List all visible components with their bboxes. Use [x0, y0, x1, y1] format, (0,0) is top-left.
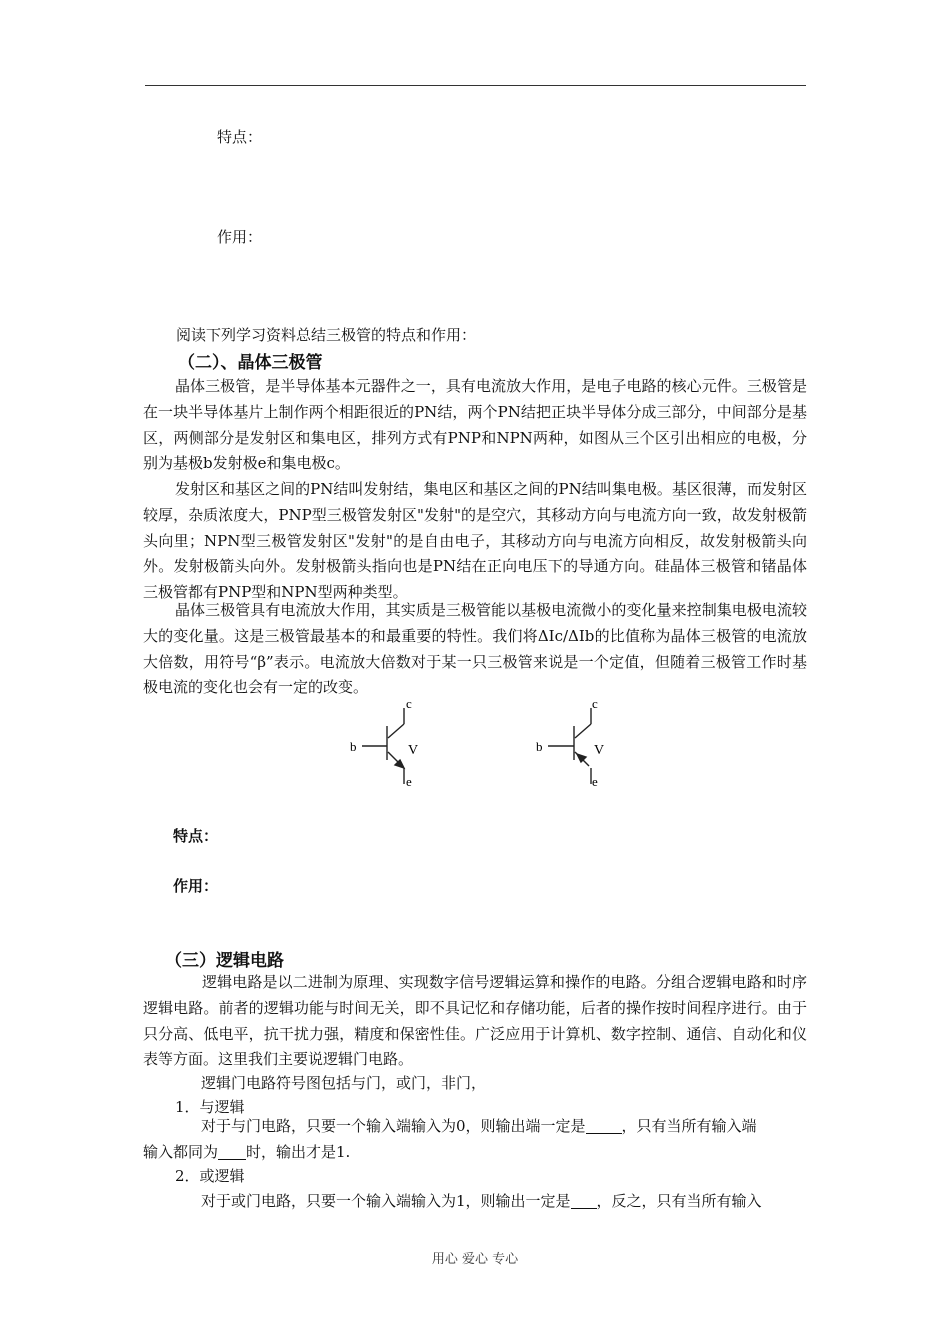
logic-heading: （三）逻辑电路 — [165, 951, 284, 971]
transistor-features-label: 特点： — [173, 827, 219, 845]
and-line1-end: ，只有当所有输入端 — [621, 1117, 757, 1135]
and-logic-line-2 — [143, 1140, 350, 1165]
logic-paragraph-1: 逻辑电路是以二进制为原理、实现数字信号逻辑运算和操作的电路。分组合逻辑电路和时序逻辑电路。前者的逻辑功能与时间无关，即不具记忆和存储功能，后者的操作按时间程序进行。由于只分高、低电平，抗干扰力强，精度和保密性佳。广泛应用于计算机、数字控制、通信、自动化和仪表等方面。这里我们主要说逻辑门电路。 — [143, 973, 807, 1069]
top-function-label: 作用： — [217, 228, 263, 246]
or-output-blank[interactable] — [571, 1192, 597, 1209]
npn-c-label: c — [406, 696, 412, 711]
npn-b-label: b — [350, 739, 357, 754]
or-line1-start: 对于或门电路，只要一个输入端输入为1，则输出一定是 — [201, 1192, 571, 1210]
pnp-e-label: e — [592, 774, 598, 789]
and-line1-start: 对于与门电路，只要一个输入端输入为0，则输出端一定是 — [201, 1117, 586, 1135]
or-logic-line-1 — [201, 1189, 762, 1214]
transistor-heading: （二）、晶体三极管 — [178, 353, 323, 373]
logic-gates-intro: 逻辑门电路符号图包括与门，或门，非门， — [201, 1074, 487, 1092]
and-line2-end: 时，输出才是1. — [246, 1143, 351, 1161]
and-line2-start: 输入都同为 — [143, 1143, 219, 1161]
pnp-b-label: b — [536, 739, 543, 754]
intro-text: 阅读下列学习资料总结三极管的特点和作用： — [176, 326, 477, 344]
pnp-v-label: V — [594, 743, 605, 758]
and-logic-title: 1．与逻辑 — [175, 1098, 245, 1116]
or-line1-end: ，反之，只有当所有输入 — [596, 1192, 762, 1210]
npn-v-label: V — [408, 743, 419, 758]
transistor-symbols-diagram — [340, 696, 660, 796]
npn-e-label: e — [406, 774, 412, 789]
pnp-c-label: c — [592, 696, 598, 711]
and-input-blank[interactable] — [218, 1143, 246, 1160]
page-footer: 用心 爱心 专心 — [431, 1252, 519, 1267]
and-output-blank[interactable] — [586, 1117, 622, 1134]
transistor-paragraph-2: 发射区和基区之间的PN结叫发射结，集电区和基区之间的PN结叫集电极。基区很薄，而发射区较厚，杂质浓度大，PNP型三极管发射区"发射"的是空穴，其移动方向与电流方向一致，故发射极箭头向里；NPN型三极管发射区"发射"的是自由电子，其移动方向与电流方向相反，故发射极箭头向外。发射极箭头向外。发射极箭头指向也是PN结在正向电压下的导通方向。硅晶体三极管和锗晶体三极管都有PNP型和NPN型两种类型。 — [143, 480, 807, 602]
transistor-paragraph-1: 晶体三极管，是半导体基本元器件之一，具有电流放大作用，是电子电路的核心元件。三极管是在一块半导体基片上制作两个相距很近的PN结，两个PN结把正块半导体分成三部分，中间部分是基区，两侧部分是发射区和集电区，排列方式有PNP和NPN两种，如图从三个区引出相应的电极，分别为基极b发射极e和集电极c。 — [143, 377, 807, 473]
top-features-label: 特点： — [217, 128, 263, 146]
or-logic-title: 2．或逻辑 — [175, 1167, 245, 1185]
and-logic-line-1 — [201, 1114, 757, 1139]
transistor-paragraph-3: 晶体三极管具有电流放大作用，其实质是三极管能以基极电流微小的变化量来控制集电极电流较大的变化量。这是三极管最基本的和最重要的特性。我们将ΔIc/ΔIb的比值称为晶体三极管的电流放大倍数，用符号“β”表示。电流放大倍数对于某一只三极管来说是一个定值，但随着三极管工作时基极电流的变化也会有一定的改变。 — [143, 601, 807, 697]
header-rule — [145, 85, 806, 86]
pnp-transistor-symbol — [548, 708, 591, 784]
transistor-function-label: 作用： — [173, 877, 219, 895]
npn-transistor-symbol — [362, 708, 404, 784]
